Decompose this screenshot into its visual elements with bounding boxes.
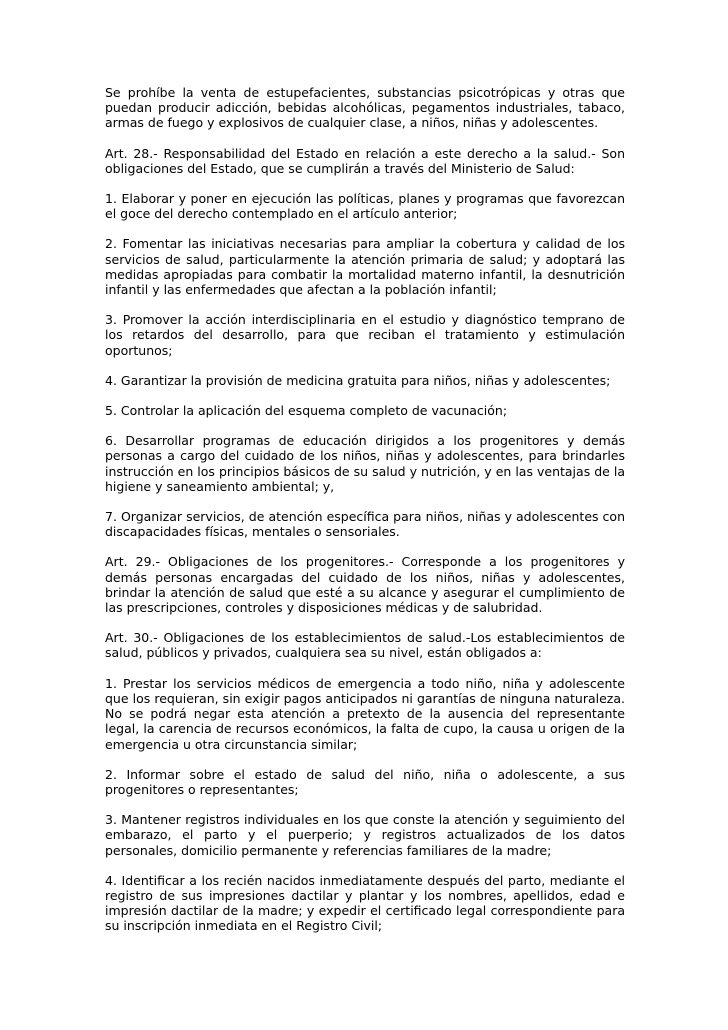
paragraph-art-30-item-1: 1. Prestar los servicios médicos de emergencia a todo niño, niña y adolescente que los requieran, sin exigir pagos anticipados ni garantías de ninguna naturaleza. No se podrá negar esta atención a pretexto de la ausencia del representante legal, la carencia de recursos económicos, la falta de cupo, la causa u origen de la emergencia u otra circunstancia similar; xyxy=(105,675,625,752)
paragraph-art-30-item-2: 2. Informar sobre el estado de salud del niño, niña o adolescente, a sus progenitores o representantes; xyxy=(105,766,625,797)
paragraph-art-28-item-5: 5. Controlar la aplicación del esquema completo de vacunación; xyxy=(105,403,508,419)
paragraph-art-28-item-2: 2. Fomentar las iniciativas necesarias para ampliar la cobertura y calidad de los servicios de salud, particularmente la atención primaria de salud; y adoptará las medidas apropiadas para combatir la mortalidad materno infantil, la desnutrición infantil y las enfermedades que afectan a la población infantil; xyxy=(105,236,625,298)
paragraph-art-29: Art. 29.- Obligaciones de los progenitores.- Corresponde a los progenitores y demás personas encargadas del cuidado de los niños, niñas y adolescentes, brindar la atención de salud que esté a su alcance y asegurar el cumplimiento de las prescripciones, controles y disposiciones médicas y de salubridad. xyxy=(105,554,625,616)
paragraph-art-30-item-3: 3. Mantener registros individuales en los que conste la atención y seguimiento del embarazo, el parto y el puerperio; y registros actualizados de los datos personales, domicilio permanente y referencias familiares de la madre; xyxy=(105,812,625,858)
paragraph-art-30-heading: Art. 30.- Obligaciones de los establecimientos de salud.-Los establecimientos de salud, públicos y privados, cualquiera sea su nivel, están obligados a: xyxy=(105,630,625,661)
paragraph-art-28-item-6: 6. Desarrollar programas de educación dirigidos a los progenitores y demás personas a cargo del cuidado de los niños, niñas y adolescentes, para brindarles instrucción en los principios básicos de su salud y nutrición, y en las ventajas de la higiene y saneamiento ambiental; y, xyxy=(105,433,625,494)
paragraph-art-28-item-1: 1. Elaborar y poner en ejecución las políticas, planes y programas que favorezcan el goce del derecho contemplado en el artículo anterior; xyxy=(105,191,625,222)
paragraph-art-28-item-3: 3. Promover la acción interdisciplinaria en el estudio y diagnóstico temprano de los retardos del desarrollo, para que reciban el tratamiento y estimulación oportunos; xyxy=(105,312,625,358)
paragraph-art-28-item-4: 4. Garantizar la provisión de medicina gratuita para niños, niñas y adolescentes; xyxy=(105,372,611,388)
document-page xyxy=(105,85,625,949)
paragraph-intro-prohibition: Se prohíbe la venta de estupefacientes, substancias psicotrópicas y otras que puedan producir adicción, bebidas alcohólicas, pegamentos industriales, tabaco, armas de fuego y explosivos de cualquier clase, a niños, niñas y adolescentes. xyxy=(105,85,625,131)
paragraph-art-30-item-4: 4. Identificar a los recién nacidos inmediatamente después del parto, mediante el registro de sus impresiones dactilar y plantar y los nombres, apellidos, edad e impresión dactilar de la madre; y expedir el certificado legal correspondiente para su inscripción inmediata en el Registro Civil; xyxy=(105,872,625,934)
paragraph-art-28-item-7: 7. Organizar servicios, de atención específica para niños, niñas y adolescentes con discapacidades físicas, mentales o sensoriales. xyxy=(105,509,625,540)
paragraph-art-28-heading: Art. 28.- Responsabilidad del Estado en relación a este derecho a la salud.- Son obligaciones del Estado, que se cumplirán a través del Ministerio de Salud: xyxy=(105,145,625,176)
